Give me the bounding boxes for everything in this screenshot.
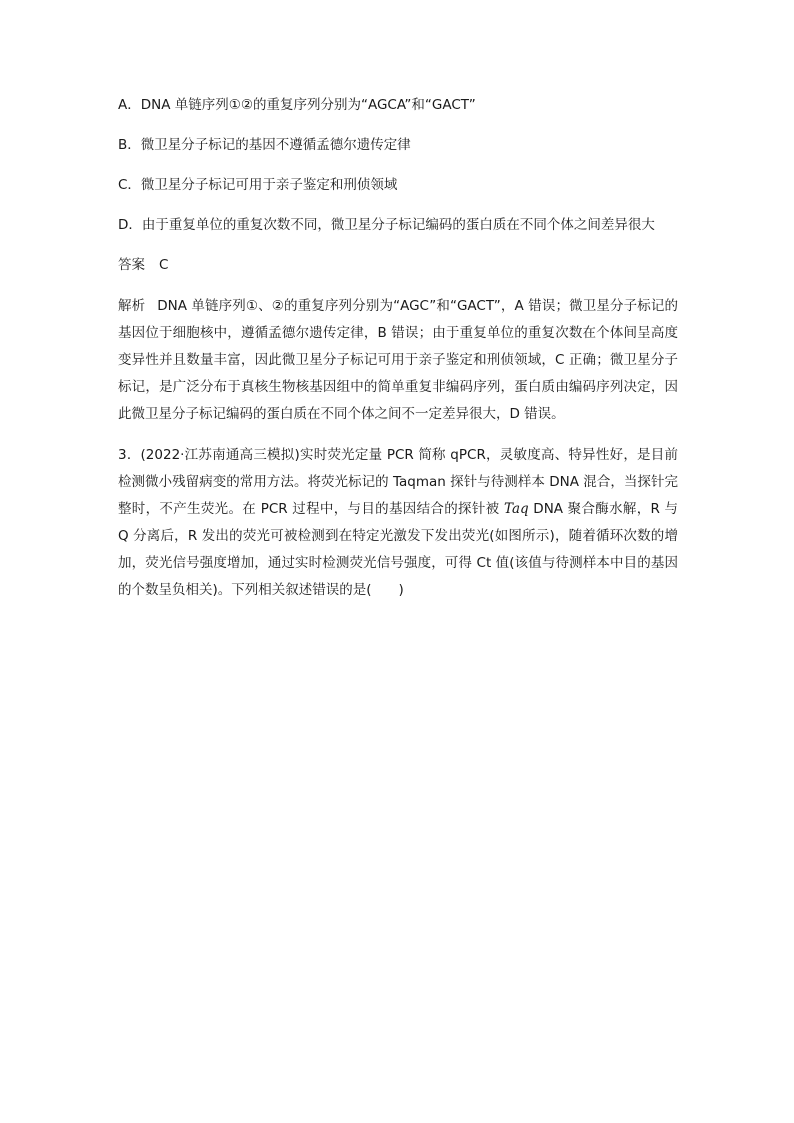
exam-page	[118, 92, 678, 604]
analysis-label: 解析	[118, 298, 146, 314]
analysis-text: DNA 单链序列①、②的重复序列分别为“AGC”和“GACT”，A 错误；微卫星分子标记的基因位于细胞核中，遵循孟德尔遗传定律，B 错误；由于重复单位的重复次数在个体间呈高度变异性并且数量丰富，因此微卫星分子标记可用于亲子鉴定和刑侦领域，C 正确；微卫星分子标记，是广泛分布于真核生物核基因组中的简单重复非编码序列，蛋白质由编码序列决定，因此微卫星分子标记编码的蛋白质在不同个体之间不一定差异很大，D 错误。	[118, 298, 678, 422]
answer-line	[118, 252, 678, 279]
question-3-text-part1: 3．(2022·江苏南通高三模拟)实时荧光定量 PCR 简称 qPCR，灵敏度高、特异性好，是目前检测微小残留病变的常用方法。将荧光标记的 Taqman 探针与待测样本 DNA 混合，当探针完整时，不产生荧光。在 PCR 过程中，与目的基因结合的探针被	[118, 447, 678, 517]
option-c: C．微卫星分子标记可用于亲子鉴定和刑侦领域	[118, 177, 398, 193]
analysis-paragraph	[118, 293, 678, 428]
option-d: D．由于重复单位的重复次数不同，微卫星分子标记编码的蛋白质在不同个体之间差异很大	[118, 217, 655, 233]
answer-label: 答案	[118, 257, 145, 273]
question-3-text-part2: DNA 聚合酶水解，R 与 Q 分离后，R 发出的荧光可被检测到在特定光激发下发出荧光(如图所示)，随着循环次数的增加，荧光信号强度增加，通过实时检测荧光信号强度，可得 Ct 值(该值与待测样本中目的基因的个数呈负相关)。下列相关叙述错误的是( )	[118, 501, 678, 598]
answer-value: C	[159, 257, 169, 273]
option-a: A．DNA 单链序列①②的重复序列分别为“AGCA”和“GACT”	[118, 97, 476, 113]
question-3	[118, 442, 678, 604]
option-b: B．微卫星分子标记的基因不遵循孟德尔遗传定律	[118, 137, 411, 153]
question-3-taq-italic: Taq	[504, 501, 529, 517]
